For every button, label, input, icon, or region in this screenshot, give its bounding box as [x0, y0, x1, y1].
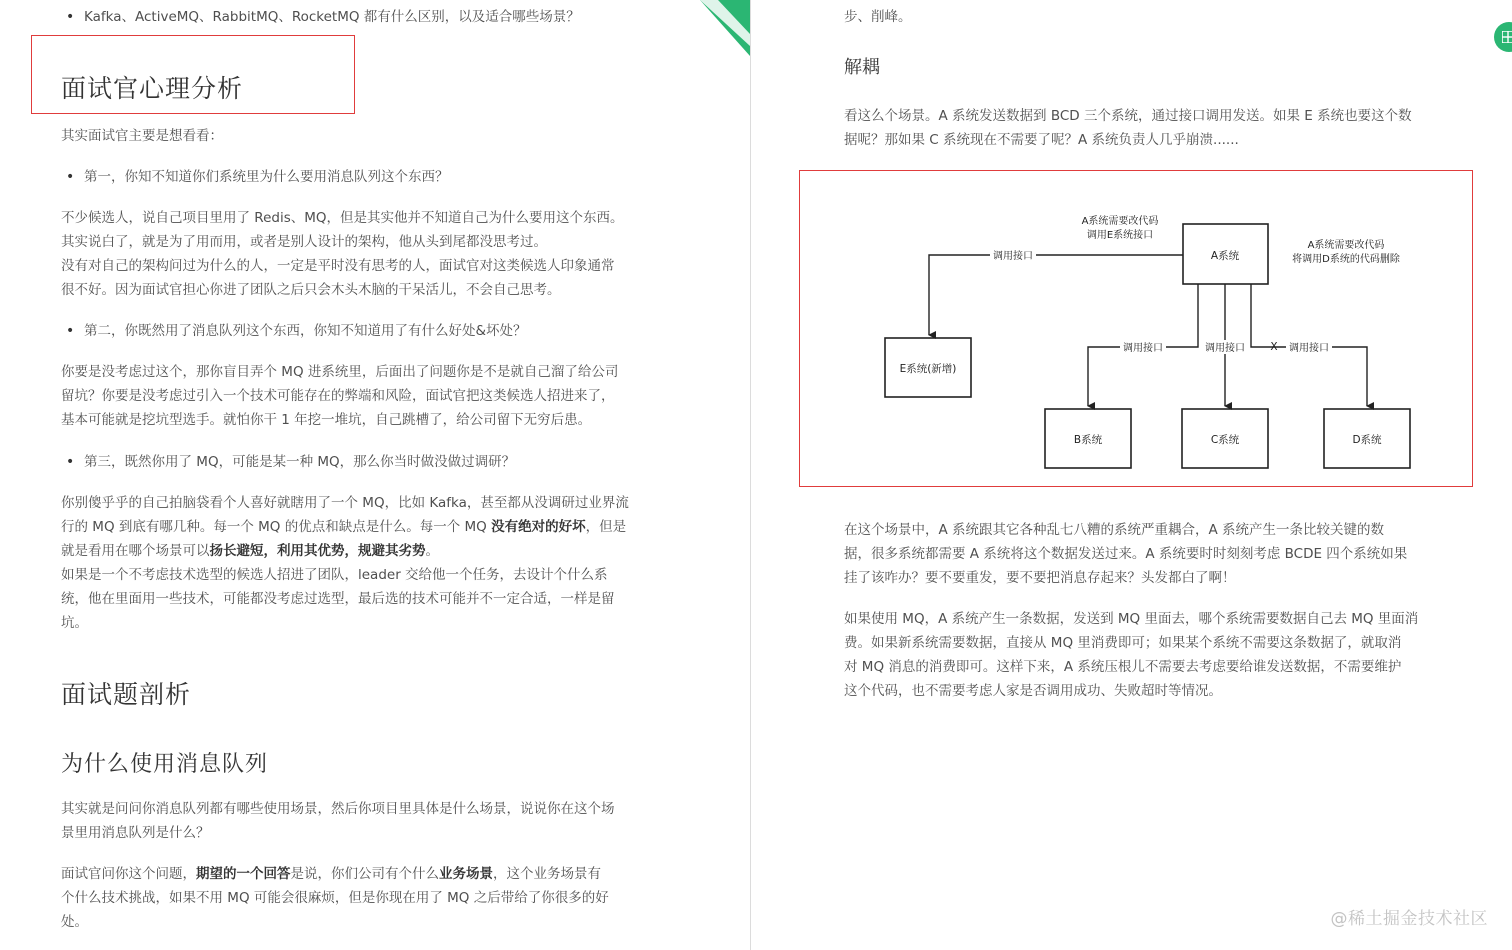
note-left-1: A系统需要改代码	[1081, 216, 1159, 227]
para3-line: 你别傻乎乎的自己拍脑袋看个人喜好就瞎用了一个 MQ，比如 Kafka，甚至都从没调研过业界流	[61, 495, 629, 511]
box-a-label: A系统	[1210, 250, 1240, 262]
edge-label-c: 调用接口	[1205, 343, 1245, 354]
edge-label-d: 调用接口	[1289, 343, 1329, 354]
para3-line: 这个代码，也不需要考虑人家是否调用成功、失败超时等情况。	[844, 683, 1222, 699]
para5-line: 个什么技术挑战，如果不用 MQ 可能会很麻烦，但是你现在用了 MQ 之后带给了你很多的好	[61, 890, 609, 906]
corner-ribbon-icon	[700, 0, 750, 56]
para1-line: 其实说白了，就是为了用而用，或者是别人设计的架构，他从头到尾都没思考过。	[61, 234, 547, 250]
bold-text: 扬长避短，利用其优势，规避其劣势	[209, 543, 426, 559]
para3-line	[61, 539, 439, 563]
note-left-2: 调用E系统接口	[1086, 230, 1154, 241]
para1-line: 不少候选人，说自己项目里用了 Redis、MQ，但是其实他并不知道自己为什么要用这个东西。	[61, 210, 624, 226]
para2-line: 挂了该咋办？要不要重发，要不要把消息存起来？头发都白了啊！	[844, 570, 1236, 586]
left-page	[0, 0, 750, 950]
heading-analysis: 面试题剖析	[61, 680, 192, 709]
note-right-2: 将调用D系统的代码删除	[1292, 254, 1400, 265]
box-d-label: D系统	[1352, 434, 1382, 446]
para3-line: 如果使用 MQ，A 系统产生一条数据，发送到 MQ 里面去，哪个系统需要数据自己去 MQ 里面消	[844, 611, 1419, 627]
point-1: • 第一，你知不知道你们系统里为什么要用消息队列这个东西？	[84, 165, 449, 189]
text-run: ，但是	[585, 519, 627, 535]
heading-decouple: 解耦	[844, 57, 880, 78]
point-3: • 第三，既然你用了 MQ，可能是某一种 MQ，那么你当时做没做过调研？	[84, 450, 515, 474]
box-e-label: E系统(新增)	[899, 363, 957, 375]
note-right-1: A系统需要改代码	[1307, 240, 1385, 251]
para2-line: 基本可能就是挖坑型选手。就怕你干 1 年挖一堆坑，自己跳槽了，给公司留下无穷后患。	[61, 412, 592, 428]
intro-text: 其实面试官主要是想看看：	[61, 128, 223, 144]
watermark: @稀土掘金技术社区	[1330, 909, 1488, 929]
edge-label-e: 调用接口	[993, 251, 1033, 262]
point-2: • 第二，你既然用了消息队列这个东西，你知不知道用了有什么好处&坏处？	[84, 319, 527, 343]
para5-line	[61, 862, 601, 886]
box-b-label: B系统	[1073, 434, 1103, 446]
list-item: • Kafka、ActiveMQ、RabbitMQ、RocketMQ 都有什么区别，以及适合哪些场景？	[84, 5, 580, 29]
para3-line: 统，他在里面用一些技术，可能都没考虑过选型，最后选的技术可能并不一定合适，一样是留	[61, 591, 615, 607]
text-run: ，这个业务场景有	[493, 866, 601, 882]
text-run: 。	[425, 543, 439, 559]
para5-line: 处。	[61, 914, 88, 930]
para1-line: 据呢？那如果 C 系统现在不需要了呢？A 系统负责人几乎崩溃......	[844, 132, 1239, 148]
bold-text: 业务场景	[439, 866, 493, 882]
para2-line: 在这个场景中，A 系统跟其它各种乱七八糟的系统严重耦合，A 系统产生一条比较关键的数	[844, 522, 1385, 538]
diagram-canvas	[800, 171, 1472, 486]
bold-text: 没有绝对的好坏	[491, 519, 586, 535]
text-run: 面试官问你这个问题，	[61, 866, 196, 882]
text-run: 行的 MQ 到底有哪几种。每一个 MQ 的优点和缺点是什么。每一个 MQ	[61, 519, 492, 535]
para3-line: 对 MQ 消息的消费即可。这样下来，A 系统压根儿不需要去考虑要给谁发送数据，不需要维护	[844, 659, 1402, 675]
heading-why: 为什么使用消息队列	[61, 752, 269, 777]
para2-line: 你要是没考虑过这个，那你盲目弄个 MQ 进系统里，后面出了问题你是不是就自己溜了给公司	[61, 364, 619, 380]
para1-line: 很不好。因为面试官担心你进了团队之后只会木头木脑的干呆活儿，不会自己思考。	[61, 282, 561, 298]
para1-line: 看这么个场景。A 系统发送数据到 BCD 三个系统，通过接口调用发送。如果 E 系统也要这个数	[844, 108, 1412, 124]
box-c-label: C系统	[1210, 434, 1240, 446]
para3-line: 如果是一个不考虑技术选型的候选人招进了团队，leader 交给他一个任务，去设计个什么系	[61, 567, 608, 583]
para4-line: 景里用消息队列是什么？	[61, 825, 210, 841]
top-text: 步、削峰。	[844, 9, 912, 25]
grid-icon	[1502, 31, 1512, 43]
bold-text: 期望的一个回答	[196, 866, 291, 882]
para3-line: 坑。	[61, 615, 88, 631]
coupling-diagram	[799, 170, 1473, 487]
text-run: 是说，你们公司有个什么	[290, 866, 439, 882]
para2-line: 据，很多系统都需要 A 系统将这个数据发送过来。A 系统要时时刻刻考虑 BCDE 四个系统如果	[844, 546, 1408, 562]
edge-a-e	[929, 255, 1183, 335]
para2-line: 留坑？你要是没考虑过引入一个技术可能存在的弊端和风险，面试官把这类候选人招进来了，	[61, 388, 615, 404]
para4-line: 其实就是问问你消息队列都有哪些使用场景，然后你项目里具体是什么场景，说说你在这个场	[61, 801, 615, 817]
cross-mark: X	[1270, 341, 1278, 353]
edge-label-b: 调用接口	[1123, 343, 1163, 354]
para3-line: 费。如果新系统需要数据，直接从 MQ 里消费即可；如果某个系统不需要这条数据了，就取消	[844, 635, 1402, 651]
text-run: 就是看用在哪个场景可以	[61, 543, 210, 559]
para1-line: 没有对自己的架构问过为什么的人，一定是平时没有思考的人，面试官对这类候选人印象通常	[61, 258, 615, 274]
para3-line	[61, 515, 626, 539]
heading-psych: 面试官心理分析	[61, 74, 244, 103]
